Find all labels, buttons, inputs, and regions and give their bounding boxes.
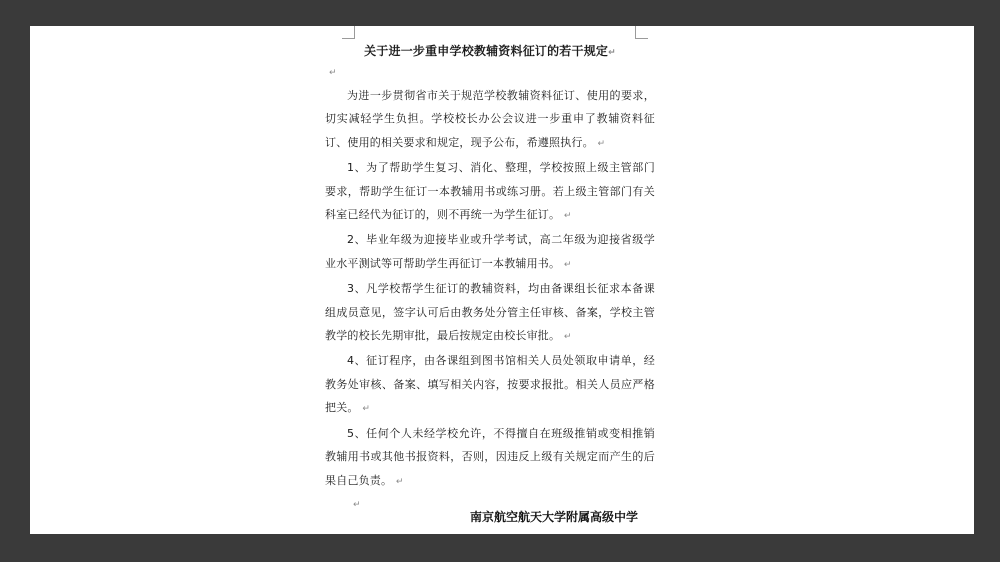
document-body[interactable]: [325, 42, 655, 514]
paragraph-mark: ↵: [563, 211, 572, 222]
paragraph-item-1: 1、为了帮助学生复习、消化、整理，学校按照上级主管部门要求，帮助学生征订一本教辅用书或练习册。若上级主管部门有关科室已经代为征订的，则不再统一为学生征订。 ↵: [325, 161, 655, 222]
margin-corner-mark-left: [342, 26, 355, 39]
paragraph-item-2: 2、毕业年级为迎接毕业或升学考试，高二年级为迎接省级学业水平测试等可帮助学生再征订一本教辅用书。 ↵: [325, 233, 655, 270]
paragraph-mark: ↵: [362, 404, 371, 415]
empty-paragraph: [325, 62, 655, 82]
signature-school-name: 南京航空航天大学附属高级中学: [470, 510, 639, 524]
paragraph-mark: ↵: [597, 138, 606, 149]
paragraph-intro: 为进一步贯彻省市关于规范学校教辅资料征订、使用的要求，切实减轻学生负担。学校校长办公会议进一步重申了教辅资料征订、使用的相关要求和规定，现予公布，希遵照执行。 ↵: [325, 89, 655, 149]
document-title: 关于进一步重申学校教辅资料征订的若干规定↵: [364, 44, 616, 58]
paragraph-mark: ↵: [608, 48, 616, 58]
paragraph-mark: ↵: [563, 259, 572, 270]
paragraph-mark: ↵: [329, 68, 337, 78]
document-page: [30, 26, 974, 534]
paragraph-item-5: 5、任何个人未经学校允许，不得擅自在班级推销或变相推销教辅用书或其他书报资料，否则，因违反上级有关规定而产生的后果自己负责。 ↵: [325, 426, 655, 487]
paragraph-item-3: 3、凡学校帮学生征订的教辅资料，均由备课组长征求本备课组成员意见，签字认可后由教务处分管主任审核、备案，学校主管教学的校长先期审批，最后按规定由校长审批。 ↵: [325, 282, 655, 343]
paragraph-mark: ↵: [563, 332, 572, 343]
paragraph-item-4: 4、征订程序，由各课组到图书馆相关人员处领取申请单，经教务处审核、备案、填写相关内容，按要求报批。相关人员应严格把关。 ↵: [325, 354, 655, 415]
paragraph-mark: ↵: [353, 499, 361, 510]
paragraph-mark: ↵: [395, 476, 404, 487]
margin-corner-mark-right: [635, 26, 648, 39]
